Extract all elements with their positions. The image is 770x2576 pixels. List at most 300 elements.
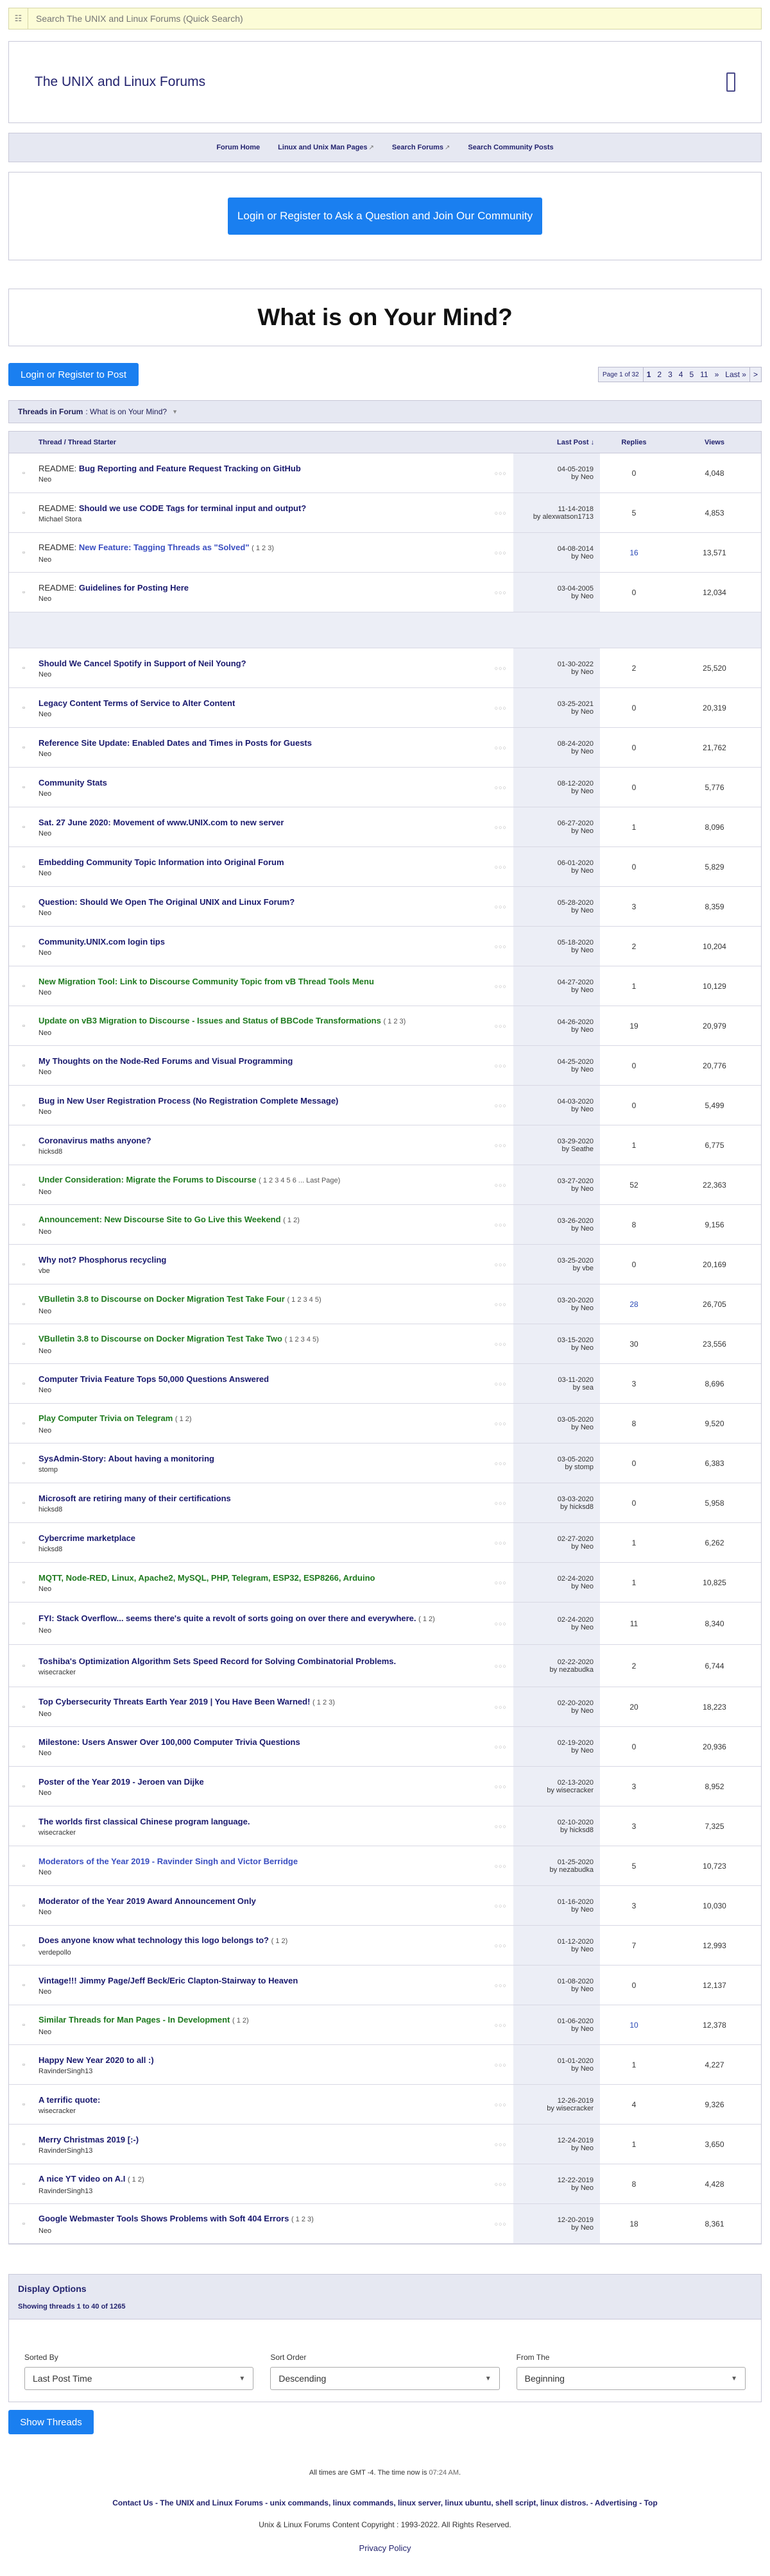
thread-title-link[interactable]: README: Should we use CODE Tags for terminal input and output?: [38, 503, 307, 513]
page-link[interactable]: 2: [657, 370, 662, 379]
thread-starter[interactable]: vbe: [38, 1267, 50, 1275]
table-row: [9, 1205, 761, 1245]
col-thread[interactable]: Thread / Thread Starter: [38, 438, 117, 446]
page-last[interactable]: Last »: [725, 370, 746, 379]
thread-pages[interactable]: ( 1 2): [232, 2016, 249, 2025]
views-count: 4,853: [705, 508, 724, 518]
thread-starter[interactable]: RavinderSingh13: [38, 2187, 93, 2195]
last-post-date: 04-25-2020: [557, 1057, 594, 1066]
privacy-policy-link[interactable]: Privacy Policy: [359, 2543, 411, 2553]
thread-rating-icon: ○○○: [494, 1743, 507, 1750]
thread-starter[interactable]: Neo: [38, 948, 52, 957]
thread-starter[interactable]: Neo: [38, 1749, 52, 1757]
table-row: [9, 1687, 761, 1727]
thread-starter[interactable]: Neo: [38, 1227, 52, 1236]
search-icon[interactable]: ☷: [9, 8, 28, 29]
thread-pages[interactable]: ( 1 2 3): [291, 2215, 314, 2223]
thread-rating-icon: ○○○: [494, 1141, 507, 1149]
thread-title-link[interactable]: Announcement: New Discourse Site to Go Live this Weekend ( 1 2): [38, 1214, 300, 1224]
table-row: [9, 1523, 761, 1563]
search-bar: [8, 8, 762, 29]
nav-man-pages[interactable]: Linux and Unix Man Pages ↗: [278, 144, 374, 151]
last-post-author[interactable]: by Neo: [571, 592, 594, 600]
table-row: [9, 1926, 761, 1966]
thread-starter[interactable]: Neo: [38, 1068, 52, 1076]
last-post-author[interactable]: by wisecracker: [547, 2104, 594, 2112]
last-post-author[interactable]: by Neo: [571, 1706, 594, 1715]
replies-count: 2: [631, 663, 637, 673]
last-post-cell: [513, 2204, 600, 2243]
thread-title-link[interactable]: VBulletin 3.8 to Discourse on Docker Migration Test Take Four ( 1 2 3 4 5): [38, 1293, 321, 1304]
thread-starter[interactable]: RavinderSingh13: [38, 2146, 93, 2155]
thread-status-icon: ▫: [22, 1181, 25, 1189]
thread-rating-icon: ○○○: [494, 1420, 507, 1427]
table-row: [9, 1444, 761, 1483]
last-post-author[interactable]: by Neo: [571, 668, 594, 676]
replies-count: 0: [631, 1458, 637, 1468]
site-logo[interactable]: The UNIX and Linux Forums: [35, 74, 206, 89]
thread-status-icon: ▫: [22, 1662, 25, 1670]
thread-status-icon: ▫: [22, 548, 25, 557]
thread-rating-icon: ○○○: [494, 1783, 507, 1790]
last-post-author[interactable]: by Neo: [571, 1343, 594, 1352]
thread-starter[interactable]: Neo: [38, 1585, 52, 1593]
thread-title-link[interactable]: Community.UNIX.com login tips: [38, 936, 165, 947]
last-post-cell: [513, 807, 600, 846]
thread-pages[interactable]: ( 1 2 3 4 5): [287, 1295, 321, 1304]
replies-count: 1: [631, 2060, 637, 2069]
thread-title-link[interactable]: README: New Feature: Tagging Threads as "Solved" ( 1 2 3): [38, 542, 274, 552]
thread-starter[interactable]: Neo: [38, 555, 52, 564]
last-post-date: 01-08-2020: [557, 1977, 594, 1985]
last-post-author[interactable]: by vbe: [572, 1264, 594, 1272]
last-post-author[interactable]: by nezabudka: [549, 1865, 594, 1874]
footer-links[interactable]: Contact Us - The UNIX and Linux Forums - unix commands, linux commands, linux server, linux ubuntu, shell script, linux distros. - Advertising - Top: [112, 2498, 658, 2507]
thread-starter[interactable]: Neo: [38, 988, 52, 997]
views-count: 8,096: [705, 822, 724, 832]
thread-title-link[interactable]: Cybercrime marketplace: [38, 1533, 136, 1543]
replies-count[interactable]: 16: [629, 548, 638, 557]
thread-title-link[interactable]: Sat. 27 June 2020: Movement of www.UNIX.com to new server: [38, 817, 284, 827]
last-post-cell: [513, 1284, 600, 1324]
thread-pages[interactable]: ( 1 2): [418, 1615, 435, 1623]
last-post-date: 04-08-2014: [557, 544, 594, 553]
col-last-post[interactable]: Last Post ↓: [557, 438, 595, 446]
last-post-date: 03-05-2020: [557, 1455, 594, 1463]
replies-count: 0: [631, 743, 637, 752]
replies-count: 18: [629, 2219, 638, 2228]
views-count: 8,952: [705, 1781, 724, 1791]
last-post-author[interactable]: by Seathe: [561, 1145, 594, 1153]
page-link[interactable]: 5: [689, 370, 694, 379]
thread-pages[interactable]: ( 1 2): [175, 1415, 192, 1423]
thread-title-link[interactable]: Why not? Phosphorus recycling: [38, 1254, 167, 1265]
table-row: [9, 1245, 761, 1284]
last-post-author[interactable]: by Neo: [571, 827, 594, 835]
thread-starter[interactable]: Neo: [38, 1626, 52, 1635]
next-page-arrow[interactable]: >: [749, 367, 761, 382]
thread-rating-icon: ○○○: [494, 1181, 507, 1188]
replies-count: 0: [631, 1061, 637, 1070]
last-post-author[interactable]: by hicksd8: [560, 1503, 594, 1511]
nav-search-community[interactable]: Search Community Posts: [468, 144, 554, 151]
thread-starter[interactable]: wisecracker: [38, 1828, 76, 1837]
thread-rating-icon: ○○○: [494, 1982, 507, 1989]
replies-count[interactable]: 28: [629, 1299, 638, 1309]
thread-status-icon: ▫: [22, 1101, 25, 1109]
last-post-date: 03-03-2020: [557, 1495, 594, 1503]
views-count: 5,958: [705, 1498, 724, 1508]
thread-title-link[interactable]: FYI: Stack Overflow... seems there's quite a revolt of sorts going on over there and everywhere. ( 1 2): [38, 1613, 435, 1623]
last-post-author[interactable]: by Neo: [571, 2144, 594, 2152]
last-post-author[interactable]: by Neo: [571, 2223, 594, 2232]
views-count: 10,204: [703, 941, 726, 951]
last-post-author[interactable]: by alexwatson1713: [533, 512, 594, 521]
thread-starter[interactable]: hicksd8: [38, 1545, 63, 1553]
last-post-cell: [513, 1523, 600, 1562]
thread-title-link[interactable]: The worlds first classical Chinese program language.: [38, 1816, 250, 1826]
thread-starter[interactable]: Neo: [38, 750, 52, 758]
thread-starter[interactable]: Neo: [38, 1188, 52, 1196]
thread-title-link[interactable]: Under Consideration: Migrate the Forums to Discourse ( 1 2 3 4 5 6 ... Last Page): [38, 1174, 341, 1184]
last-post-author[interactable]: by Neo: [571, 1025, 594, 1034]
last-post-date: 12-20-2019: [557, 2216, 594, 2224]
last-post-author[interactable]: by Neo: [571, 2064, 594, 2073]
thread-title-link[interactable]: README: Bug Reporting and Feature Request Tracking on GitHub: [38, 463, 301, 473]
views-count: 20,169: [703, 1259, 726, 1269]
thread-starter[interactable]: Neo: [38, 475, 52, 484]
views-count: 8,359: [705, 902, 724, 911]
thread-starter[interactable]: Neo: [38, 789, 52, 798]
thread-starter[interactable]: Neo: [38, 1908, 52, 1916]
thread-title-link[interactable]: Milestone: Users Answer Over 100,000 Computer Trivia Questions: [38, 1737, 300, 1747]
thread-pages[interactable]: ( 1 2 3 4 5): [284, 1335, 319, 1343]
last-post-author[interactable]: by Neo: [571, 1623, 594, 1631]
last-post-author[interactable]: by Neo: [571, 1582, 594, 1590]
thread-starter[interactable]: Neo: [38, 1710, 52, 1718]
pagination-label[interactable]: Page 1 of 32: [599, 367, 644, 382]
views-count: 6,383: [705, 1458, 724, 1468]
thread-title-link[interactable]: Toshiba's Optimization Algorithm Sets Speed Record for Solving Combinatorial Problems.: [38, 1656, 397, 1666]
sorted-by-label: Sorted By: [24, 2353, 58, 2362]
thread-rating-icon: ○○○: [494, 664, 507, 671]
table-row: [9, 1483, 761, 1523]
thread-starter[interactable]: Neo: [38, 1386, 52, 1394]
thread-pages[interactable]: ( 1 2 3): [312, 1698, 335, 1706]
thread-status-icon: ▫: [22, 1862, 25, 1870]
display-options-title: Display Options: [18, 2284, 87, 2294]
thread-title-link[interactable]: Embedding Community Topic Information into Original Forum: [38, 857, 284, 867]
nav-search-forums[interactable]: Search Forums ↗: [391, 144, 450, 151]
table-row: [9, 768, 761, 807]
table-row: [9, 1006, 761, 1046]
replies-count: 1: [631, 2139, 637, 2149]
table-row: [9, 533, 761, 573]
views-count: 4,048: [705, 468, 724, 478]
thread-title-link[interactable]: VBulletin 3.8 to Discourse on Docker Migration Test Take Two ( 1 2 3 4 5): [38, 1333, 319, 1343]
last-post-date: 08-12-2020: [557, 779, 594, 787]
display-options: [8, 2274, 762, 2402]
thread-title-link[interactable]: Community Stats: [38, 777, 107, 787]
thread-starter[interactable]: wisecracker: [38, 2107, 76, 2115]
thread-title-link[interactable]: Poster of the Year 2019 - Jeroen van Dijke: [38, 1776, 204, 1787]
page-link[interactable]: 4: [678, 370, 683, 379]
thread-starter[interactable]: verdepollo: [38, 1948, 71, 1957]
thread-starter[interactable]: Neo: [38, 1307, 52, 1315]
table-row: [9, 1284, 761, 1324]
last-post-author[interactable]: by Neo: [571, 1304, 594, 1312]
replies-count: 0: [631, 862, 637, 871]
thread-starter[interactable]: Neo: [38, 2028, 52, 2036]
last-post-author[interactable]: by Neo: [571, 2184, 594, 2192]
views-count: 8,361: [705, 2219, 724, 2228]
thread-status-icon: ▫: [22, 1141, 25, 1149]
thread-starter[interactable]: hicksd8: [38, 1505, 63, 1513]
last-post-date: 12-26-2019: [557, 2096, 594, 2105]
login-register-button[interactable]: Login or Register to Ask a Question and Join Our Community: [228, 198, 542, 235]
thread-title-link[interactable]: A nice YT video on A.I ( 1 2): [38, 2173, 144, 2184]
replies-count: 2: [631, 941, 637, 951]
sticky-threads: [9, 453, 761, 612]
thread-starter[interactable]: Neo: [38, 1868, 52, 1876]
views-count: 20,936: [703, 1742, 726, 1751]
last-post-date: 03-11-2020: [558, 1376, 594, 1384]
last-post-author[interactable]: by Neo: [571, 986, 594, 994]
thread-starter[interactable]: Neo: [38, 670, 52, 678]
col-views[interactable]: Views: [705, 438, 724, 446]
from-the-select[interactable]: Beginning ▼: [517, 2367, 746, 2390]
last-post-author[interactable]: by Neo: [571, 1224, 594, 1233]
thread-title-link[interactable]: New Migration Tool: Link to Discourse Community Topic from vB Thread Tools Menu: [38, 976, 374, 986]
last-post-author[interactable]: by Neo: [571, 1184, 594, 1193]
login-to-post-button[interactable]: Login or Register to Post: [8, 363, 139, 386]
thread-pages[interactable]: ( 1 2 3): [252, 544, 274, 552]
chevron-down-icon[interactable]: ▼: [172, 408, 178, 415]
thread-title-link[interactable]: Reference Site Update: Enabled Dates and Times in Posts for Guests: [38, 737, 312, 748]
thread-title-link[interactable]: Microsoft are retiring many of their certifications: [38, 1493, 231, 1503]
thread-title-link[interactable]: Update on vB3 Migration to Discourse - Issues and Status of BBCode Transformations ( 1 2 3): [38, 1015, 406, 1025]
footer-copyright: Unix & Linux Forums Content Copyright : 1993-2022. All Rights Reserved.: [259, 2520, 511, 2529]
replies-count[interactable]: 10: [629, 2020, 638, 2030]
thread-pages[interactable]: ( 1 2): [271, 1937, 288, 1945]
last-post-date: 01-06-2020: [557, 2017, 594, 2025]
thread-title-link[interactable]: A terrific quote:: [38, 2094, 101, 2105]
last-post-cell: [513, 573, 600, 612]
thread-rating-icon: ○○○: [494, 2021, 507, 2028]
last-post-date: 04-27-2020: [557, 978, 594, 986]
thread-rating-icon: ○○○: [494, 704, 507, 711]
thread-starter[interactable]: Neo: [38, 1987, 52, 1996]
last-post-author[interactable]: by Neo: [571, 1423, 594, 1431]
site-header: [8, 41, 762, 123]
thread-rating-icon: ○○○: [494, 784, 507, 791]
last-post-date: 03-04-2005: [557, 584, 594, 593]
last-post-cell: [513, 533, 600, 572]
thread-title-link[interactable]: My Thoughts on the Node-Red Forums and Visual Programming: [38, 1056, 293, 1066]
nav-forum-home[interactable]: Forum Home: [216, 144, 261, 151]
thread-title-link[interactable]: Vintage!!! Jimmy Page/Jeff Beck/Eric Clapton-Stairway to Heaven: [38, 1975, 298, 1985]
last-post-author[interactable]: by Neo: [571, 866, 594, 875]
thread-rating-icon: ○○○: [494, 744, 507, 751]
thread-starter[interactable]: Neo: [38, 1107, 52, 1116]
thread-rating-icon: ○○○: [494, 1703, 507, 1710]
sorted-by-select[interactable]: Last Post Time ▼: [24, 2367, 253, 2390]
thread-starter[interactable]: Michael Stora: [38, 515, 82, 523]
page-next-symbol: »: [714, 370, 719, 379]
thread-title-link[interactable]: README: Guidelines for Posting Here: [38, 582, 189, 593]
last-post-author[interactable]: by wisecracker: [547, 1786, 594, 1794]
thread-title-link[interactable]: Happy New Year 2020 to all :): [38, 2055, 154, 2065]
last-post-author[interactable]: by Neo: [571, 552, 594, 560]
last-post-author[interactable]: by Neo: [571, 1945, 594, 1953]
thread-rating-icon: ○○○: [494, 1942, 507, 1949]
last-post-date: 02-27-2020: [557, 1535, 594, 1543]
last-post-author[interactable]: by Neo: [571, 1065, 594, 1073]
table-row: [9, 1125, 761, 1165]
replies-count: 30: [629, 1339, 638, 1349]
thread-status-icon: ▫: [22, 982, 25, 990]
last-post-author[interactable]: by Neo: [571, 2025, 594, 2033]
last-post-date: 02-24-2020: [557, 1615, 594, 1624]
table-row: [9, 1645, 761, 1687]
thread-title-link[interactable]: Bug in New User Registration Process (No Registration Complete Message): [38, 1095, 339, 1106]
table-row: [9, 688, 761, 728]
thread-starter[interactable]: stomp: [38, 1465, 58, 1474]
last-post-date: 03-25-2021: [557, 700, 594, 708]
last-post-author[interactable]: by Neo: [571, 1542, 594, 1551]
thread-title-link[interactable]: Coronavirus maths anyone?: [38, 1135, 151, 1145]
action-row: [8, 363, 762, 386]
last-post-date: 01-25-2020: [557, 1858, 594, 1866]
thread-prefix: README:: [38, 463, 79, 473]
last-post-cell: [513, 1125, 600, 1165]
table-row: [9, 1767, 761, 1806]
table-row: [9, 1046, 761, 1086]
thread-title-link[interactable]: Moderator of the Year 2019 Award Announcement Only: [38, 1896, 256, 1906]
thread-title-link[interactable]: Google Webmaster Tools Shows Problems with Soft 404 Errors ( 1 2 3): [38, 2213, 314, 2223]
last-post-date: 08-24-2020: [557, 739, 594, 748]
thread-title-link[interactable]: Merry Christmas 2019 [:-): [38, 2134, 139, 2144]
menu-icon[interactable]: [726, 72, 735, 92]
thread-rating-icon: ○○○: [494, 1579, 507, 1586]
thread-title-link[interactable]: SysAdmin-Story: About having a monitoring: [38, 1453, 214, 1463]
thread-title-link[interactable]: Question: Should We Open The Original UNIX and Linux Forum?: [38, 897, 295, 907]
search-input[interactable]: [28, 8, 761, 29]
last-post-author[interactable]: by Neo: [571, 946, 594, 954]
thread-title-link[interactable]: Computer Trivia Feature Tops 50,000 Questions Answered: [38, 1374, 270, 1384]
last-post-author[interactable]: by Neo: [571, 707, 594, 716]
table-row: [9, 2164, 761, 2204]
thread-title-link[interactable]: Legacy Content Terms of Service to Alter Content: [38, 698, 235, 708]
last-post-author[interactable]: by Neo: [571, 1985, 594, 1993]
last-post-author[interactable]: by sea: [572, 1383, 594, 1392]
thread-title-link[interactable]: Does anyone know what technology this logo belongs to? ( 1 2): [38, 1935, 288, 1945]
last-post-author[interactable]: by Neo: [571, 1905, 594, 1914]
last-post-author[interactable]: by Neo: [571, 1105, 594, 1113]
thread-starter[interactable]: Neo: [38, 1347, 52, 1355]
thread-starter[interactable]: Neo: [38, 594, 52, 603]
last-post-cell: [513, 966, 600, 1006]
thread-starter[interactable]: RavinderSingh13: [38, 2067, 93, 2075]
last-post-cell: [513, 728, 600, 767]
thread-rating-icon: ○○○: [494, 1620, 507, 1627]
table-row: [9, 807, 761, 847]
thread-title-link[interactable]: Should We Cancel Spotify in Support of Neil Young?: [38, 658, 246, 668]
thread-status-icon: ▫: [22, 703, 25, 712]
views-count: 4,428: [705, 2179, 724, 2189]
replies-count: 5: [631, 1861, 637, 1871]
views-count: 9,326: [705, 2100, 724, 2109]
last-post-cell: [513, 493, 600, 532]
thread-starter[interactable]: Neo: [38, 829, 52, 838]
show-threads-button[interactable]: Show Threads: [8, 2410, 94, 2434]
last-post-author[interactable]: by Neo: [571, 473, 594, 481]
last-post-author[interactable]: by Neo: [571, 787, 594, 795]
last-post-cell: [513, 1846, 600, 1885]
thread-title-link[interactable]: Top Cybersecurity Threats Earth Year 2019 | You Have Been Warned! ( 1 2 3): [38, 1696, 335, 1706]
table-row: [9, 887, 761, 927]
thread-title-link[interactable]: MQTT, Node-RED, Linux, Apache2, MySQL, PHP, Telegram, ESP32, ESP8266, Arduino: [38, 1572, 375, 1583]
thread-title-link[interactable]: Similar Threads for Man Pages - In Development ( 1 2): [38, 2014, 249, 2025]
thread-rating-icon: ○○○: [494, 2101, 507, 2108]
last-post-cell: [513, 1966, 600, 2005]
last-post-author[interactable]: by hicksd8: [560, 1826, 594, 1834]
thread-starter[interactable]: Neo: [38, 710, 52, 718]
replies-count: 2: [631, 1661, 637, 1671]
thread-starter[interactable]: wisecracker: [38, 1668, 76, 1676]
last-post-cell: [513, 1687, 600, 1726]
sort-order-select[interactable]: Descending ▼: [270, 2367, 499, 2390]
page-link[interactable]: 3: [668, 370, 672, 379]
replies-count: 20: [629, 1702, 638, 1712]
last-post-author[interactable]: by Neo: [571, 906, 594, 914]
thread-starter[interactable]: Neo: [38, 869, 52, 877]
thread-starter[interactable]: Neo: [38, 2227, 52, 2235]
views-count: 21,762: [703, 743, 726, 752]
table-row: [9, 1806, 761, 1846]
thread-rating-icon: ○○○: [494, 1261, 507, 1268]
thread-starter[interactable]: hicksd8: [38, 1147, 63, 1156]
last-post-author[interactable]: by stomp: [565, 1463, 594, 1471]
thread-title-link[interactable]: Moderators of the Year 2019 - Ravinder Singh and Victor Berridge: [38, 1856, 298, 1866]
page-link[interactable]: 11: [700, 370, 708, 379]
views-count: 26,705: [703, 1299, 726, 1309]
last-post-author[interactable]: by Neo: [571, 747, 594, 755]
thread-pages[interactable]: ( 1 2 3 4 5 6 ... Last Page): [259, 1176, 341, 1184]
last-post-author[interactable]: by nezabudka: [549, 1665, 594, 1674]
thread-status-icon: ▫: [22, 2021, 25, 2029]
thread-title-link[interactable]: Play Computer Trivia on Telegram ( 1 2): [38, 1413, 192, 1423]
thread-starter[interactable]: Neo: [38, 1426, 52, 1435]
thread-status-icon: ▫: [22, 823, 25, 831]
last-post-date: 06-01-2020: [557, 859, 594, 867]
col-replies[interactable]: Replies: [621, 438, 647, 446]
thread-status-icon: ▫: [22, 1981, 25, 1989]
replies-count: 11: [629, 1619, 638, 1628]
thread-starter[interactable]: Neo: [38, 909, 52, 917]
thread-status-icon: ▫: [22, 1782, 25, 1790]
forum-bar-prefix: Threads in Forum: [18, 407, 83, 416]
table-row: [9, 1165, 761, 1205]
thread-pages[interactable]: ( 1 2): [127, 2175, 144, 2184]
last-post-author[interactable]: by Neo: [571, 1746, 594, 1755]
views-count: 5,776: [705, 782, 724, 792]
thread-pages[interactable]: ( 1 2): [283, 1216, 300, 1224]
replies-count: 0: [631, 1100, 637, 1110]
thread-starter[interactable]: Neo: [38, 1789, 52, 1797]
thread-pages[interactable]: ( 1 2 3): [383, 1017, 406, 1025]
thread-starter[interactable]: Neo: [38, 1029, 52, 1037]
